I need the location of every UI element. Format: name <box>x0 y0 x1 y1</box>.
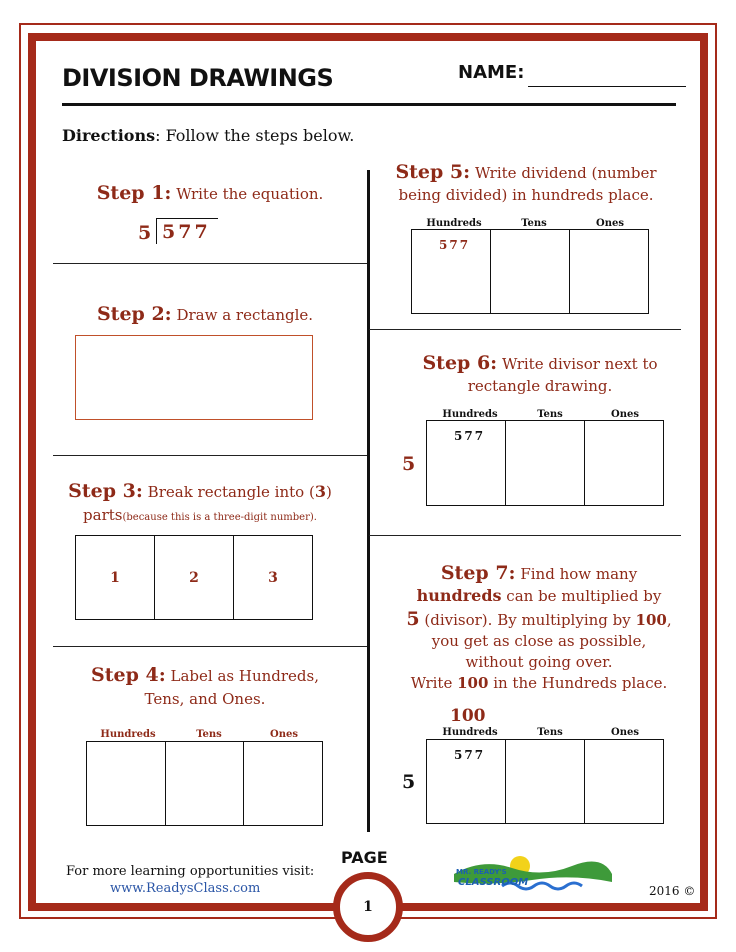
place-value-box <box>411 229 649 314</box>
step-2-label: Step 2: <box>96 303 172 325</box>
hundreds-cell <box>427 421 506 505</box>
step-3-text: Break rectangle into ( <box>142 483 315 501</box>
step-7-line2 <box>386 585 692 607</box>
divider-line <box>369 329 681 330</box>
quotient-value: 100 <box>450 706 486 726</box>
logo-top-text: MR. READY'S <box>456 868 507 876</box>
part-cell <box>155 536 234 619</box>
divider-line <box>53 263 367 264</box>
name-label: NAME: <box>458 62 525 83</box>
divisor-value: 5 <box>402 771 416 793</box>
tens-cell <box>506 421 585 505</box>
long-division-divisor: 5 <box>138 222 152 244</box>
step-7-line5: without going over. <box>465 653 613 671</box>
part-number: 1 <box>110 569 120 586</box>
example-rectangle <box>75 335 313 420</box>
step-7-line6 <box>386 672 692 694</box>
hundreds-header: Hundreds <box>100 729 156 740</box>
page-label: PAGE <box>341 848 388 867</box>
step-6-line2: rectangle drawing. <box>467 377 613 395</box>
part-cell <box>234 536 312 619</box>
ones-cell <box>570 230 648 313</box>
step-7-line3 <box>386 608 692 631</box>
header-rule <box>62 103 676 106</box>
footer-link[interactable]: www.ReadysClass.com <box>110 881 261 896</box>
tens-header: Tens <box>521 218 547 229</box>
copyright-year: 2016 © <box>649 884 696 898</box>
three-part-rectangle <box>75 535 313 620</box>
step-3-count: 3 <box>314 482 326 501</box>
step-7-l6a: Write <box>410 674 458 692</box>
divider-line <box>53 455 367 456</box>
divisor-value: 5 <box>402 453 416 475</box>
step-7-l6b: in the Hundreds place. <box>488 674 668 692</box>
directions <box>62 126 354 145</box>
step-7-line4: you get as close as possible, <box>431 632 647 650</box>
long-division-dividend: 577 <box>156 218 218 244</box>
tens-cell <box>506 740 585 823</box>
ones-cell <box>585 740 663 823</box>
step-3-close: ) <box>325 483 332 501</box>
step-7-divisor: 5 <box>406 608 420 630</box>
step-7-l3: (divisor). By multiplying by <box>419 611 636 629</box>
part-number: 2 <box>189 569 199 586</box>
step-3-note: (because this is a three-digit number). <box>122 512 317 523</box>
hundreds-header: Hundreds <box>426 218 482 229</box>
dividend-value: 577 <box>439 238 471 252</box>
step-5-line2: being divided) in hundreds place. <box>398 186 654 204</box>
step-3-label: Step 3: <box>68 480 143 502</box>
step-7-hundreds: hundreds <box>416 586 502 605</box>
step-2-text: Draw a rectangle. <box>171 306 314 324</box>
step-7-multiplier: 100 <box>635 611 667 629</box>
logo-bottom-text: CLASSROOM <box>458 877 529 888</box>
place-value-box <box>426 739 664 824</box>
hundreds-header: Hundreds <box>442 409 498 420</box>
step-7-l3-end: , <box>666 611 672 629</box>
part-cell <box>76 536 155 619</box>
page-title: DIVISION DRAWINGS <box>62 64 334 92</box>
page-number: 1 <box>363 899 373 915</box>
step-3-parts: parts <box>83 506 123 524</box>
hundreds-cell <box>87 742 166 825</box>
ones-cell <box>244 742 322 825</box>
ones-header: Ones <box>611 727 639 738</box>
step-7 <box>386 562 692 585</box>
step-5-text: Write dividend (number <box>470 164 657 182</box>
step-1 <box>60 182 360 205</box>
dividend-value: 577 <box>454 429 486 443</box>
directions-label: Directions <box>62 126 156 145</box>
ones-cell <box>585 421 663 505</box>
step-1-label: Step 1: <box>96 182 172 204</box>
ones-header: Ones <box>270 729 298 740</box>
step-4 <box>50 664 360 687</box>
tens-header: Tens <box>196 729 222 740</box>
column-divider <box>367 170 370 832</box>
place-value-box <box>86 741 323 826</box>
step-6-text: Write divisor next to <box>497 355 658 373</box>
hundreds-cell <box>427 740 506 823</box>
classroom-logo <box>452 852 614 896</box>
step-6-label: Step 6: <box>422 352 498 374</box>
step-7-label: Step 7: <box>440 562 516 584</box>
step-4-text: Label as Hundreds, <box>165 667 319 685</box>
step-1-text: Write the equation. <box>171 185 324 203</box>
step-6 <box>390 352 690 375</box>
ones-header: Ones <box>596 218 624 229</box>
part-number: 3 <box>268 569 278 586</box>
divider-line <box>53 646 367 647</box>
tens-cell <box>491 230 570 313</box>
directions-text: : Follow the steps below. <box>155 126 355 145</box>
step-7-l2: can be multiplied by <box>501 587 662 605</box>
place-value-box <box>426 420 664 506</box>
hundreds-cell <box>412 230 491 313</box>
divider-line <box>369 535 681 536</box>
step-5 <box>374 161 678 184</box>
step-5-label: Step 5: <box>395 161 471 183</box>
step-7-text: Find how many <box>515 565 638 583</box>
step-4-line2: Tens, and Ones. <box>144 690 266 708</box>
dividend-value: 577 <box>454 748 486 762</box>
page-number-badge <box>333 872 403 942</box>
name-field-line <box>528 86 686 87</box>
tens-header: Tens <box>537 409 563 420</box>
tens-header: Tens <box>537 727 563 738</box>
step-4-label: Step 4: <box>91 664 166 686</box>
ones-header: Ones <box>611 409 639 420</box>
hundreds-header: Hundreds <box>442 727 498 738</box>
step-2 <box>50 303 360 326</box>
tens-cell <box>166 742 245 825</box>
step-3 <box>40 480 360 503</box>
step-7-l6-bold: 100 <box>457 674 489 692</box>
footer-text: For more learning opportunities visit: <box>66 864 315 879</box>
step-3-line2 <box>40 504 360 529</box>
